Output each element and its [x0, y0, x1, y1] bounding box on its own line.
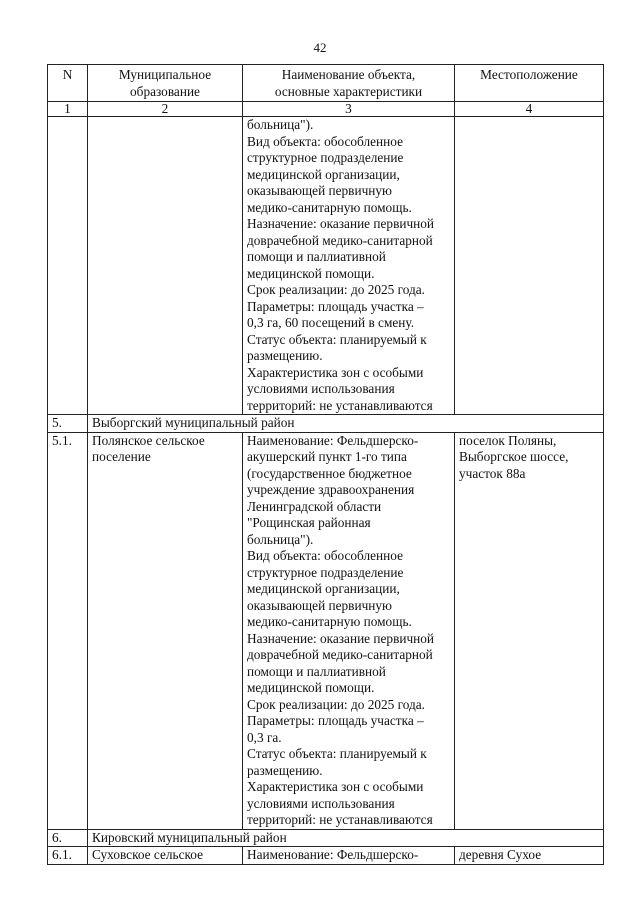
- text-line: Параметры: площадь участка –: [247, 298, 424, 314]
- text-line: доврачебной медико-санитарной: [247, 232, 433, 248]
- text-line: медицинской помощи.: [247, 680, 375, 695]
- text-line: медицинской организации,: [247, 581, 400, 596]
- header-n: N: [48, 65, 88, 102]
- text-line: Ленинградской области: [247, 498, 382, 514]
- text-line: поселение: [92, 449, 151, 464]
- text-line: Характеристика зон с особыми: [247, 364, 424, 380]
- location-cell: деревня Сухое: [455, 847, 604, 865]
- facilities-table: [47, 64, 604, 865]
- text-line: (государственное бюджетное: [247, 465, 412, 481]
- row-number: 6.: [48, 829, 88, 847]
- header-municipality: [88, 65, 243, 102]
- text-line: структурное подразделение: [247, 564, 404, 580]
- text-line: медико-санитарную помощь.: [247, 614, 412, 629]
- text-line: размещению.: [247, 348, 323, 363]
- text-line: Наименование: Фельдшерско-: [247, 432, 419, 448]
- row-number: 5.1.: [48, 432, 88, 829]
- table-header-row: [48, 65, 604, 102]
- header-object: [243, 65, 455, 102]
- text-line: учреждение здравоохранения: [247, 482, 415, 497]
- text-line: 0,3 га, 60 посещений в смену.: [247, 315, 415, 330]
- text-line: больница").: [247, 117, 314, 132]
- text-line: Назначение: оказание первичной: [247, 216, 435, 231]
- text-line: условиями использования: [247, 795, 395, 811]
- text-line: Вид объекта: обособленное: [247, 548, 403, 563]
- header-municipality-line: Муниципальное: [118, 67, 212, 82]
- text-line: акушерский пункт 1-го типа: [247, 449, 407, 464]
- text-line: территорий: не устанавливаются: [247, 397, 433, 413]
- text-line: Срок реализации: до 2025 года.: [247, 696, 425, 712]
- text-line: условиями использования: [247, 381, 395, 396]
- text-line: Статус объекта: планируемый к: [247, 746, 427, 761]
- column-number-row: [48, 102, 604, 117]
- text-line: 0,3 га.: [247, 729, 282, 745]
- text-line: Назначение: оказание первичной: [247, 630, 435, 646]
- section-row: [48, 415, 604, 433]
- text-line: Срок реализации: до 2025 года.: [247, 282, 425, 297]
- column-number: 1: [48, 102, 88, 117]
- municipality-cell: [88, 432, 243, 829]
- empty-cell: [88, 117, 243, 415]
- header-object-line: Наименование объекта,: [281, 67, 416, 82]
- text-line: помощи и паллиативной: [247, 249, 386, 264]
- text-line: медицинской помощи.: [247, 265, 375, 281]
- text-line: больница").: [247, 531, 314, 547]
- text-line: медицинской организации,: [247, 166, 400, 182]
- text-line: оказывающей первичную: [247, 183, 392, 198]
- column-number: 4: [455, 102, 604, 117]
- object-description: [243, 432, 455, 829]
- row-number: 6.1.: [48, 847, 88, 865]
- municipality-cell: Суховское сельское: [88, 847, 243, 865]
- text-line: Характеристика зон с особыми: [247, 779, 424, 794]
- table-row: [48, 432, 604, 829]
- section-row: [48, 829, 604, 847]
- object-description: [243, 117, 455, 415]
- text-line: поселок Поляны,: [459, 432, 557, 448]
- column-number: 2: [88, 102, 243, 117]
- object-description: Наименование: Фельдшерско-: [243, 847, 455, 865]
- section-title: Кировский муниципальный район: [88, 829, 604, 847]
- text-line: структурное подразделение: [247, 150, 404, 165]
- text-line: Полянское сельское: [92, 432, 205, 448]
- section-title: Выборгский муниципальный район: [88, 415, 604, 433]
- header-municipality-line: образование: [130, 83, 200, 99]
- text-line: территорий: не устанавливаются: [247, 812, 433, 827]
- text-line: Вид объекта: обособленное: [247, 133, 403, 149]
- text-line: оказывающей первичную: [247, 597, 392, 613]
- text-line: Параметры: площадь участка –: [247, 713, 424, 728]
- text-line: Выборгское шоссе,: [459, 449, 569, 464]
- text-line: Статус объекта: планируемый к: [247, 331, 427, 347]
- row-number: 5.: [48, 415, 88, 433]
- page-number: 42: [313, 40, 327, 55]
- header-location: Местоположение: [455, 65, 604, 102]
- empty-cell: [455, 117, 604, 415]
- text-line: "Рощинская районная: [247, 515, 371, 530]
- continuation-row: [48, 117, 604, 415]
- text-line: помощи и паллиативной: [247, 663, 386, 679]
- empty-cell: [48, 117, 88, 415]
- header-object-line: основные характеристики: [274, 83, 423, 99]
- text-line: размещению.: [247, 762, 323, 778]
- column-number: 3: [243, 102, 455, 117]
- text-line: медико-санитарную помощь.: [247, 199, 412, 215]
- table-row: [48, 847, 604, 865]
- text-line: участок 88а: [459, 465, 526, 481]
- text-line: доврачебной медико-санитарной: [247, 647, 433, 662]
- location-cell: [455, 432, 604, 829]
